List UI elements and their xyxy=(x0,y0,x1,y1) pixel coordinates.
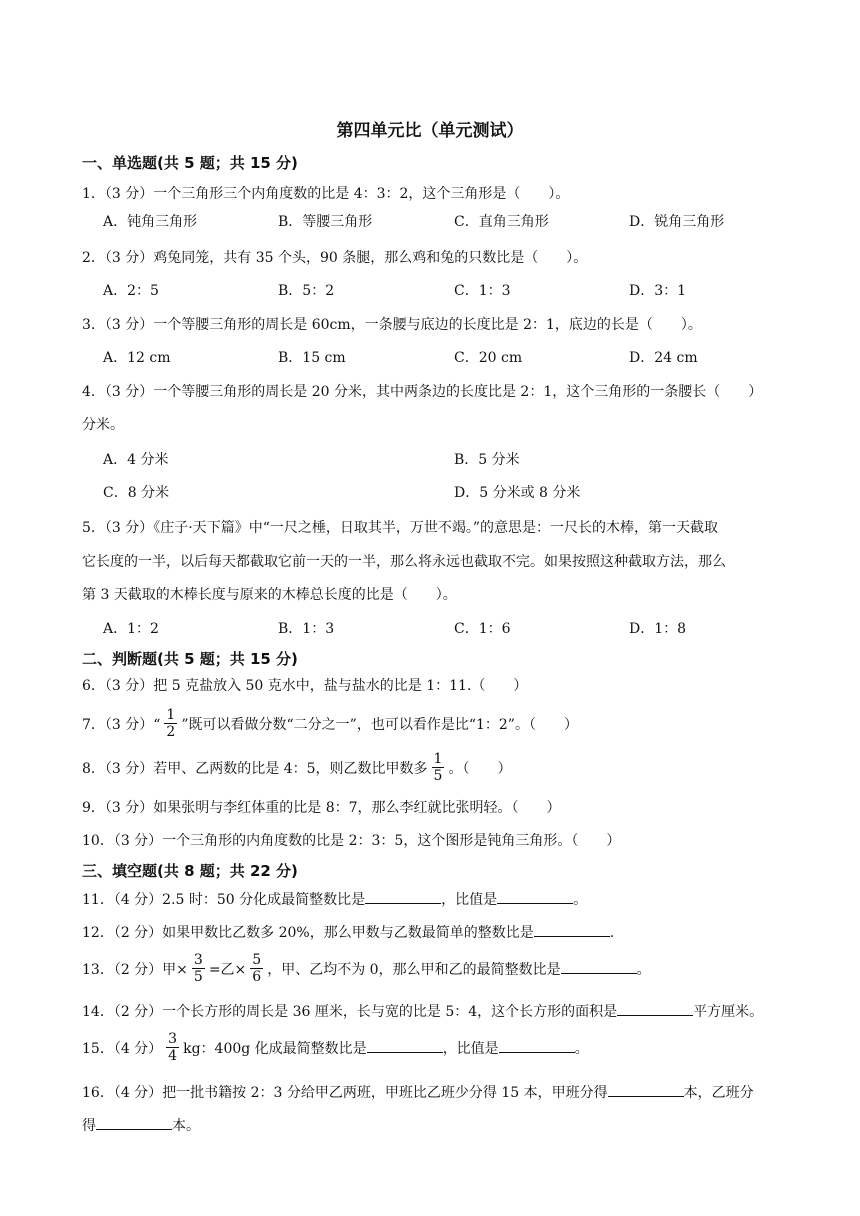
question-15 xyxy=(82,1029,589,1069)
question-5-line-2: 它长度的一半，以后每天都截取它前一天的一半，那么将永远也截取不完。如果按照这种截取方法，那么 xyxy=(82,554,726,570)
q13-fraction-1-numerator: 3 xyxy=(193,951,203,968)
question-11 xyxy=(82,889,587,910)
q15-fraction-numerator: 3 xyxy=(168,1030,178,1047)
q8-pre: 8．（3 分）若甲、乙两数的比是 4：5，则乙数比甲数多 xyxy=(82,761,428,777)
q4-option-c[interactable]: C．8 分米 xyxy=(103,485,170,501)
q16-line2-a: 得 xyxy=(82,1118,96,1134)
q8-fraction-numerator: 1 xyxy=(433,750,443,767)
q13-fraction-2-denominator: 6 xyxy=(252,968,262,985)
q15-fraction-denominator: 4 xyxy=(168,1047,178,1064)
q13-post-2: 。 xyxy=(636,962,651,978)
q12-pre: 12．（2 分）如果甲数比乙数多 20%，那么甲数与乙数最简单的整数比是 xyxy=(82,925,534,941)
q2-option-a[interactable]: A．2：5 xyxy=(103,283,159,299)
q15-blank-1[interactable] xyxy=(367,1038,443,1053)
q11-mid: ，比值是 xyxy=(441,892,498,908)
question-5-line-3: 第 3 天截取的木棒长度与原来的木棒总长度的比是（ ）。 xyxy=(82,587,457,603)
q12-blank[interactable] xyxy=(534,922,610,937)
q1-option-c[interactable]: C．直角三角形 xyxy=(454,214,549,230)
q8-fraction xyxy=(432,751,445,784)
q5-option-b[interactable]: B．1：3 xyxy=(278,621,335,637)
q1-option-d[interactable]: D．锐角三角形 xyxy=(629,214,725,230)
q1-option-b[interactable]: B．等腰三角形 xyxy=(278,214,373,230)
q11-post: 。 xyxy=(573,892,588,908)
section-heading-fill-blank: 三、填空题(共 8 题；共 22 分) xyxy=(82,862,298,880)
q11-pre: 11．（4 分）2.5 时：50 分化成最简整数比是 xyxy=(82,892,366,908)
q16-line1-b: 本，乙班分 xyxy=(683,1085,754,1101)
q14-blank[interactable] xyxy=(617,1001,693,1016)
question-6: 6．（3 分）把 5 克盐放入 50 克水中，盐与盐水的比是 1：11.（ ） xyxy=(82,678,528,694)
q13-mid: =乙× xyxy=(208,962,247,978)
q11-blank-1[interactable] xyxy=(365,889,441,904)
q4-option-a[interactable]: A．4 分米 xyxy=(103,452,169,468)
question-16-line-1 xyxy=(82,1082,754,1103)
q7-fraction-numerator: 1 xyxy=(166,706,176,723)
q4-option-d[interactable]: D．5 分米或 8 分米 xyxy=(454,485,581,501)
q3-option-d[interactable]: D．24 cm xyxy=(629,350,698,366)
question-4-line-1: 4．（3 分）一个等腰三角形的周长是 20 分米，其中两条边的长度比是 2：1，这个三角形的一条腰长（ ） xyxy=(82,384,763,400)
question-4-line-2: 分米。 xyxy=(82,417,124,433)
q16-line2-b: 本。 xyxy=(172,1118,200,1134)
q2-option-c[interactable]: C．1：3 xyxy=(454,283,511,299)
question-7 xyxy=(82,706,578,744)
q7-pre: 7．（3 分）“ xyxy=(82,717,161,733)
q7-fraction xyxy=(164,707,177,740)
q13-fraction-1-denominator: 5 xyxy=(193,968,203,985)
page-title: 第四单元比（单元测试） xyxy=(336,121,524,141)
q13-blank[interactable] xyxy=(561,959,637,974)
q15-fraction xyxy=(166,1031,179,1064)
q3-option-c[interactable]: C．20 cm xyxy=(454,350,523,366)
q15-blank-2[interactable] xyxy=(499,1038,575,1053)
q1-option-a[interactable]: A．钝角三角形 xyxy=(103,214,198,230)
q8-fraction-denominator: 5 xyxy=(433,767,443,784)
q16-line1-a: 16．（4 分）把一批书籍按 2：3 分给甲乙两班，甲班比乙班少分得 15 本，甲班分得 xyxy=(82,1085,608,1101)
q15-mid-2: ，比值是 xyxy=(442,1041,499,1057)
q13-fraction-2 xyxy=(250,952,263,985)
section-heading-single-choice: 一、单选题(共 5 题；共 15 分) xyxy=(82,154,298,172)
question-16-line-2 xyxy=(82,1115,200,1136)
q16-blank-1[interactable] xyxy=(608,1082,684,1097)
q3-option-a[interactable]: A．12 cm xyxy=(103,350,171,366)
q12-post: . xyxy=(609,925,615,941)
question-12 xyxy=(82,922,614,943)
question-9: 9．（3 分）如果张明与李红体重的比是 8：7，那么李红就比张明轻。（ ） xyxy=(82,800,561,816)
q13-pre: 13．（2 分）甲× xyxy=(82,962,188,978)
question-2: 2．（3 分）鸡兔同笼，共有 35 个头，90 条腿，那么鸡和兔的只数比是（ ）。 xyxy=(82,250,588,266)
question-5-line-1: 5．（3 分）《庄子·天下篇》中“一尺之棰，日取其半，万世不竭。”的意思是：一尺长的木棒，第一天截取 xyxy=(82,520,719,536)
q7-post: ”既可以看做分数“二分之一”，也可以看作是比“1：2”。（ ） xyxy=(181,717,578,733)
section-heading-true-false: 二、判断题(共 5 题；共 15 分) xyxy=(82,650,298,668)
q13-post-1: ，甲、乙均不为 0，那么甲和乙的最简整数比是 xyxy=(267,962,561,978)
q15-mid-1: kg：400g 化成最简整数比是 xyxy=(183,1041,367,1057)
q5-option-c[interactable]: C．1：6 xyxy=(454,621,511,637)
question-13 xyxy=(82,950,651,990)
q3-option-b[interactable]: B．15 cm xyxy=(278,350,346,366)
q13-fraction-2-numerator: 5 xyxy=(252,951,262,968)
question-8 xyxy=(82,750,511,788)
q14-post: 平方厘米。 xyxy=(693,1004,764,1020)
q2-option-b[interactable]: B．5：2 xyxy=(278,283,335,299)
q15-pre: 15．（4 分） xyxy=(82,1041,163,1057)
q16-blank-2[interactable] xyxy=(96,1115,172,1130)
q15-post: 。 xyxy=(574,1041,589,1057)
q4-option-b[interactable]: B．5 分米 xyxy=(454,452,520,468)
q11-blank-2[interactable] xyxy=(497,889,573,904)
q5-option-d[interactable]: D．1：8 xyxy=(629,621,687,637)
q14-pre: 14．（2 分）一个长方形的周长是 36 厘米，长与宽的比是 5：4，这个长方形的面积是 xyxy=(82,1004,618,1020)
q8-post: 。（ ） xyxy=(448,761,512,777)
question-10: 10．（3 分）一个三角形的内角度数的比是 2：3：5，这个图形是钝角三角形。（ ） xyxy=(82,833,621,849)
q2-option-d[interactable]: D．3：1 xyxy=(629,283,687,299)
q7-fraction-denominator: 2 xyxy=(166,723,176,740)
q13-fraction-1 xyxy=(192,952,205,985)
question-14 xyxy=(82,1001,763,1022)
question-3: 3．（3 分）一个等腰三角形的周长是 60cm，一条腰与底边的长度比是 2：1，底边的长是（ ）。 xyxy=(82,317,702,333)
q5-option-a[interactable]: A．1：2 xyxy=(103,621,159,637)
question-1: 1．（3 分）一个三角形三个内角度数的比是 4：3：2，这个三角形是（ ）。 xyxy=(82,186,570,202)
